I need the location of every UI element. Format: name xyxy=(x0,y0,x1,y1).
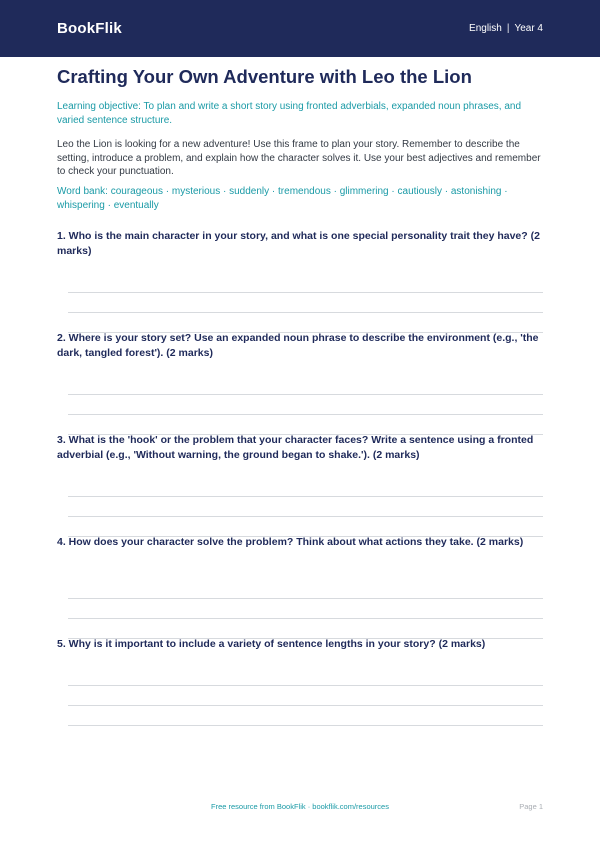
question-4: 4. How does your character solve the problem? Think about what actions they take. (2 marks) xyxy=(57,536,524,548)
question-1: 1. Who is the main character in your story, and what is one special personality trait they have? (2 marks) xyxy=(57,230,540,257)
answer-line[interactable] xyxy=(68,414,543,415)
question-2: 2. Where is your story set? Use an expanded noun phrase to describe the environment (e.g., 'the dark, tangled forest'). (2 marks) xyxy=(57,332,539,359)
answer-line[interactable] xyxy=(68,292,543,293)
answer-line[interactable] xyxy=(68,705,543,706)
page-number: Page 1 xyxy=(519,802,543,811)
answer-line[interactable] xyxy=(68,496,543,497)
learning-objective: Learning objective: To plan and write a short story using fronted adverbials, expanded noun phrases, and varied sentence structure. xyxy=(57,101,522,126)
answer-line[interactable] xyxy=(68,618,543,619)
year-label: Year 4 xyxy=(514,23,543,34)
answer-line[interactable] xyxy=(68,598,543,599)
worksheet-title: Crafting Your Own Adventure with Leo the Lion xyxy=(57,66,472,87)
site-header xyxy=(0,0,600,57)
answer-line[interactable] xyxy=(68,312,543,313)
answer-line[interactable] xyxy=(68,394,543,395)
intro-paragraph: Leo the Lion is looking for a new adventure! Use this frame to plan your story. Remember to describe the setting, introduce a problem, and explain how the character solves it. Use your best adjectives and remember to check your punctuation. xyxy=(57,139,541,177)
answer-line[interactable] xyxy=(68,725,543,726)
meta-separator: | xyxy=(506,23,510,34)
worksheet-meta xyxy=(469,23,543,34)
answer-line[interactable] xyxy=(68,685,543,686)
question-5: 5. Why is it important to include a variety of sentence lengths in your story? (2 marks) xyxy=(57,638,486,650)
word-bank: Word bank: courageous · mysterious · suddenly · tremendous · glimmering · cautiously · astonishing · whispering · eventually xyxy=(57,186,508,211)
question-3: 3. What is the 'hook' or the problem that your character faces? Write a sentence using a fronted adverbial (e.g., 'Without warning, the ground began to shake.'). (2 marks) xyxy=(57,434,534,461)
footer-source[interactable]: Free resource from BookFlik · bookflik.com/resources xyxy=(211,802,389,811)
subject-label: English xyxy=(469,23,502,34)
answer-line[interactable] xyxy=(68,516,543,517)
brand-logo[interactable]: BookFlik xyxy=(57,20,122,37)
